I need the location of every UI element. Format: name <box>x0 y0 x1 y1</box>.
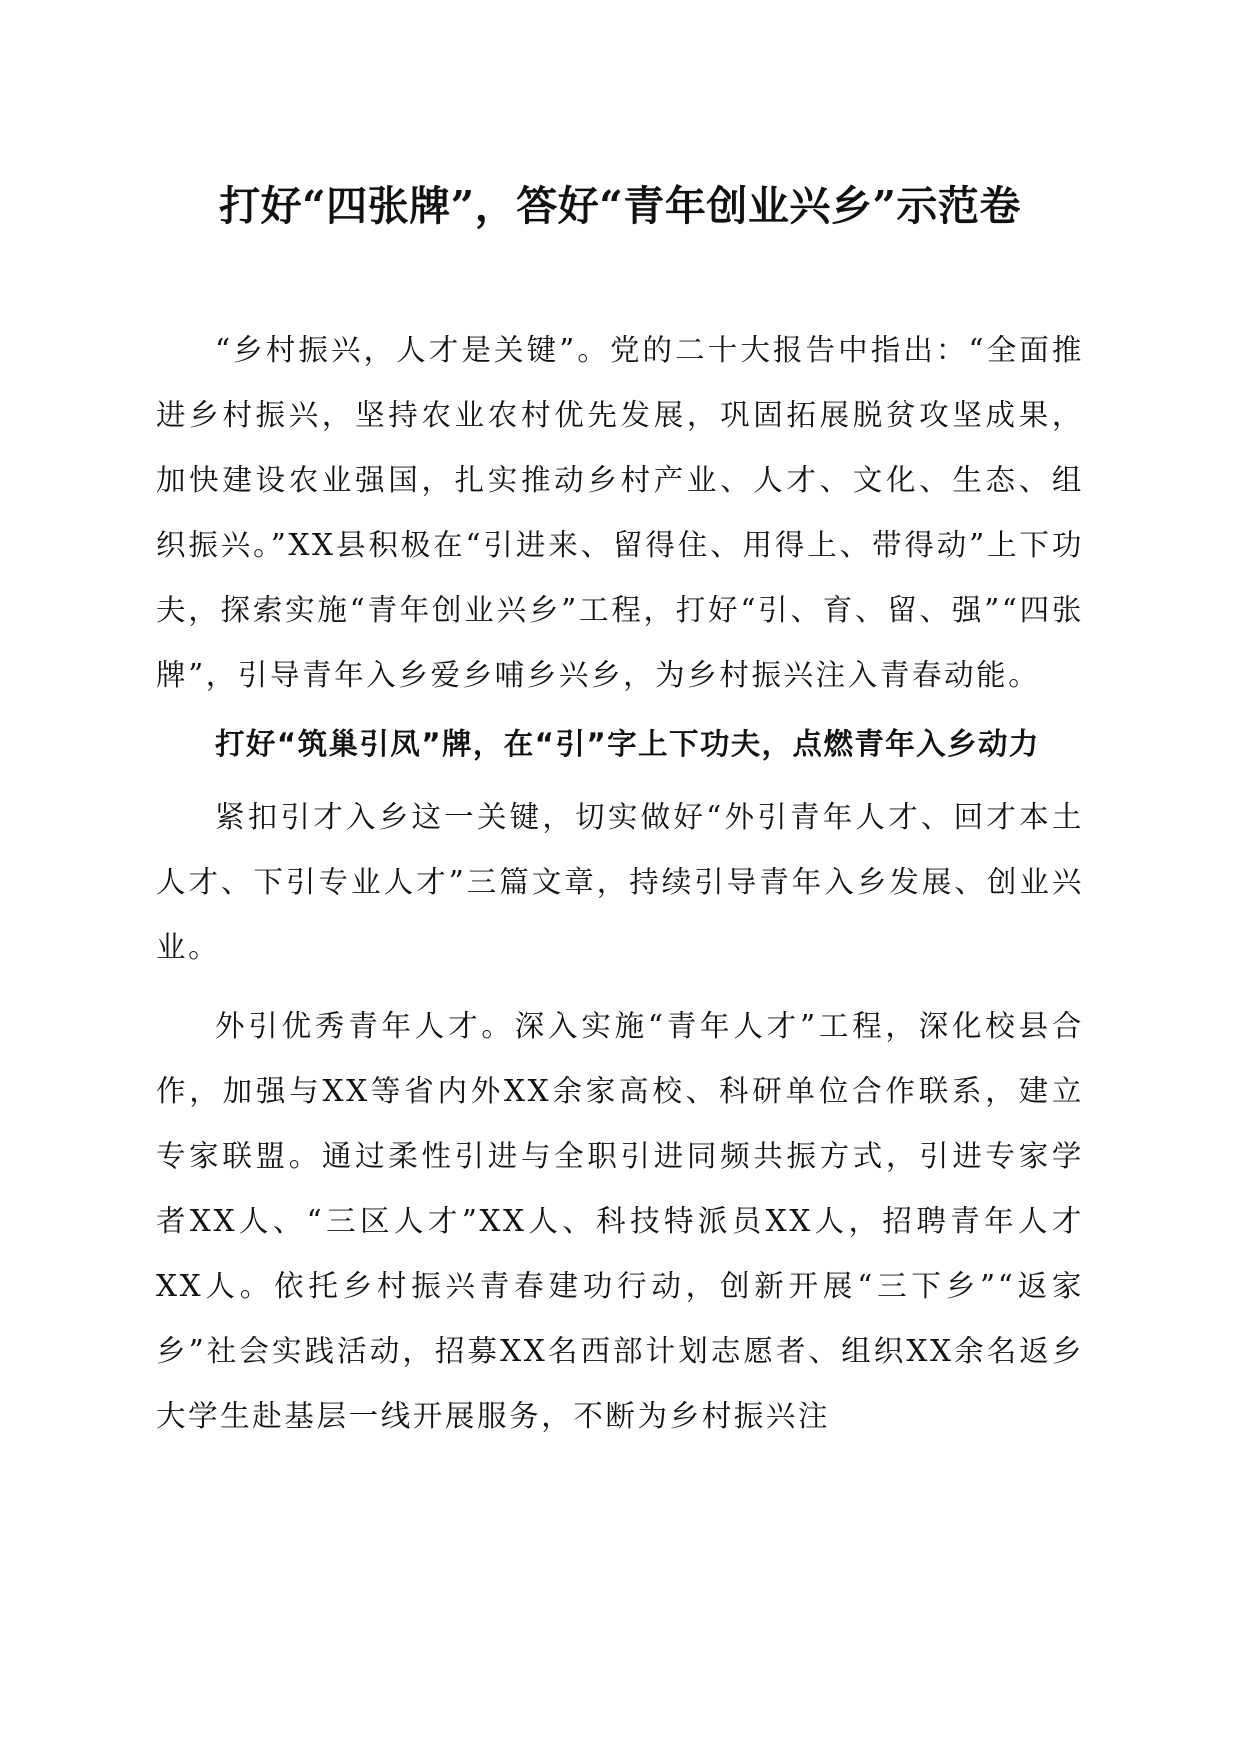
subsection-text: 深入实施“青年人才”工程，深化校县合作，加强与XX等省内外XX余家高校、科研单位合作联系，建立专家联盟。通过柔性引进与全职引进同频共振方式，引进专家学者XX人、“三区人才”XX人、科技特派员XX人，招聘青年人才XX人。依托乡村振兴青春建功行动，创新开展“三下乡”“返家乡”社会实践活动，招募XX名西部计划志愿者、组织XX余名返乡大学生赴基层一线开展服务，不断为乡村振兴注 <box>156 1009 1085 1433</box>
subsection-paragraph <box>156 994 1084 1449</box>
intro-paragraph: “乡村振兴，人才是关键”。党的二十大报告中指出：“全面推进乡村振兴，坚持农业农村优先发展，巩固拓展脱贫攻坚成果，加快建设农业强国，扎实推动乡村产业、人才、文化、生态、组织振兴。”XX县积极在“引进来、留得住、用得上、带得动”上下功夫，探索实施“青年创业兴乡”工程，打好“引、育、留、强”“四张牌”，引导青年入乡爱乡哺乡兴乡，为乡村振兴注入青春动能。 <box>156 333 1084 692</box>
subsection-lead: 外引优秀青年人才。 <box>215 1009 515 1043</box>
section-heading: 打好“筑巢引凤”牌，在“引”字上下功夫，点燃青年入乡动力 <box>215 727 1040 761</box>
document-title: 打好“四张牌”，答好“青年创业兴乡”示范卷 <box>219 182 1021 230</box>
document-body <box>156 318 1084 1449</box>
section-intro-paragraph: 紧扣引才入乡这一关键，切实做好“外引青年人才、回才本土人才、下引专业人才”三篇文章，持续引导青年入乡发展、创业兴业。 <box>156 800 1084 964</box>
